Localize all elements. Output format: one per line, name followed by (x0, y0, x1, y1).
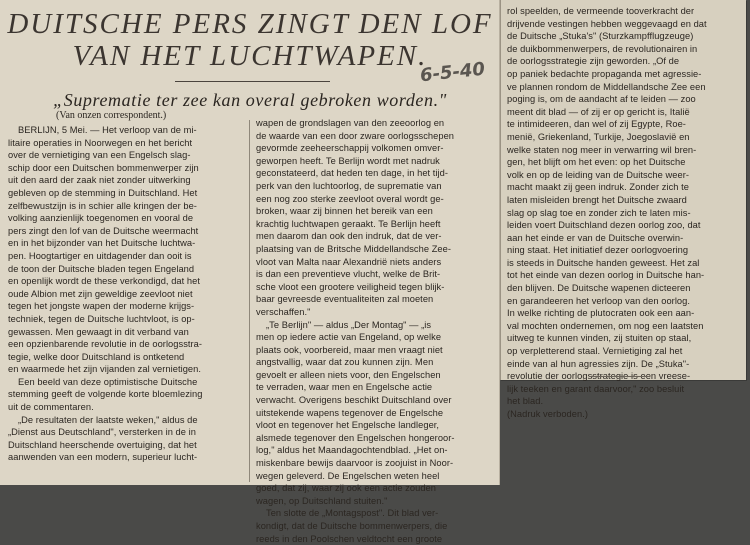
column-divider (249, 120, 250, 482)
headline-divider (175, 81, 330, 82)
correspondent-credit: (Van onzen correspondent.) (56, 110, 167, 121)
paragraph: wapen de grondslagen van den zeeoorlog en de waarde van een door zware oorlogsschepen gevormde zeeheerschappij volkomen omver- geworpen heeft. Te Berlijn wordt met nadruk geconstateerd, dat heden ten dage, in het tijd- perk van den luchtoorlog, de suprematie van een nog zoo sterke zeevloot overal wordt ge- broken, waar zij binnen het bereik van een krachtig luchtwapen geraakt. Te Berlijn heeft men daarom dan ook den indruk, dat de ver- plaatsing van de Britsche Middellandsche Zee- vloot van Malta naar Alexandrië niets anders is dan een preventieve vlucht, welke de Brit- sche vloot een grootere veiligheid tegen blijk- baar gevreesde eventualiteiten zal moeten verschaffen." (256, 118, 455, 317)
article-column-2 (256, 117, 496, 545)
end-rule (590, 376, 650, 377)
headline-line-2: VAN HET LUCHTWAPEN. (72, 40, 428, 72)
subheadline: „Suprematie ter zee kan overal gebroken worden." (53, 90, 447, 110)
paragraph: „Te Berlijn" — aldus „Der Montag" — „is men op iedere actie van Engeland, op welke plaats ook, voorbereid, maar men vraagt niet angstvallig, waar dat zou kunnen zijn. Men gevoelt er alleen niets voor, den Engelschen te verraden, waar men en Engelsche actie verwacht. Overigens beschikt Duitschland over uitstekende wapens tegenover de Engelsche vloot en tegenover het Engelsche landleger, alsmede tegenover den Engelschen hongeroor- log," aldus het Maandagochtendblad. „Het on- miskenbare bewijs daarvoor is zoojuist in Noor- wegen geleverd. De Engelschen weten heel goed, dat zij, waar zij ook een actie zouden wagen, op Duitschland stuiten." (256, 319, 455, 506)
handwritten-date: 6-5-40 (419, 58, 486, 87)
paragraph: „De resultaten der laatste weken," aldus de „Dienst aus Deutschland", versterken in de in Duitschland heerschende overtuiging, dat het aanwenden van een modern, superieur lucht- (8, 414, 198, 463)
copyright-note: (Nadruk verboden.) (507, 409, 588, 419)
article-column-1 (8, 124, 244, 464)
paragraph: Een beeld van deze optimistische Duitsche stemming geeft de volgende korte bloemlezing uit de commentaren. (8, 376, 203, 413)
paragraph: rol speelden, de vermeende tooverkracht der drijvende vestingen hebben weggevaagd en dat de Duitsche „Stuka's" (Sturzkampfflugzeuge) de duikbommenwerpers, de revolutionairen in de oorlogsstrategie zijn geworden. „Of de op paniek bedachte propaganda met agressie- ve plannen rondom de Middellandsche Zee een poging is, om de aandacht af te leiden — zoo meent dit blad — of zij er op gericht is, Italië te intimideeren, dan wel of zij Egypte, Roe- menië, Griekenland, Turkije, Joegoslavië en welke staten nog meer in verwarring wil bren- gen, het blijft om het even: op het Duitsche volk en op de leiding van de Duitsche weer- macht maakt zij geen indruk. Zonder zich te laten misleiden brengt het Duitsche zwaard slag op slag toe en zonder zich te laten mis- leiden voert Duitschland dezen oorlog zoo, dat aan het einde er van de Duitsche overwin- ning staat. Het initiatief dezer oorlogvoering is steeds in Duitsche handen geweest. Het zal tot het einde van dezen oorlog in Duitsche han- den blijven. De Duitsche wapenen dicteeren en garandeeren het verloop van den oorlog. In welke richting de plutocraten ook een aan- val mochten ondernemen, om nog een laatsten uitweg te kunnen vinden, zij stuiten op staal, op verpletterend staal. Vernietiging zal het einde van al hun agressies zijn. De „Stuka"- revolutie der oorlogsstrategie is een vreese- lijk teeken en garant daarvoor," zoo besluit het blad. (507, 6, 707, 407)
column-divider (500, 0, 501, 380)
paragraph: BERLIJN, 5 Mei. — Het verloop van de mi- litaire operaties in Noorwegen en het bericht over de vernietiging van een Engelsch slag- schip door een Duitschen bommenwerper zijn uit den aard der zaak niet zonder uitwerking gebleven op de stemming in Duitschland. Het zelfbewustzijn is in schier alle kringen der be- volking aanzienlijk toegenomen en vooral de pers zingt den lof van de Duitsche weermacht en in het bijzonder van het Duitsche luchtwa- pen. Hoogtartiger en uitdagender dan ooit is de toon der Duitsche bladen tegen Engeland en openlijk wordt de these verkondigd, dat het oude Albion met zijn geweldige zeevloot niet tegen het jongste wapen der moderne krijgs- techniek, tegen de Duitsche luchtvloot, is op- gewassen. Men gewaagt in dit verband van een opzienbarende revolutie in de oorlogsstra- tegie, welke door Duitschland is ontketend en waarmede het zijn vijanden zal vernietigen. (8, 125, 203, 375)
article-column-3 (507, 5, 740, 421)
paragraph: Ten slotte de „Montagspost". Dit blad ver- kondigt, dat de Duitsche bommenwerpers, die reeds in den Poolschen veldtocht een groote (256, 508, 448, 544)
headline-line-1: DUITSCHE PERS ZINGT DEN LOF (7, 8, 493, 40)
